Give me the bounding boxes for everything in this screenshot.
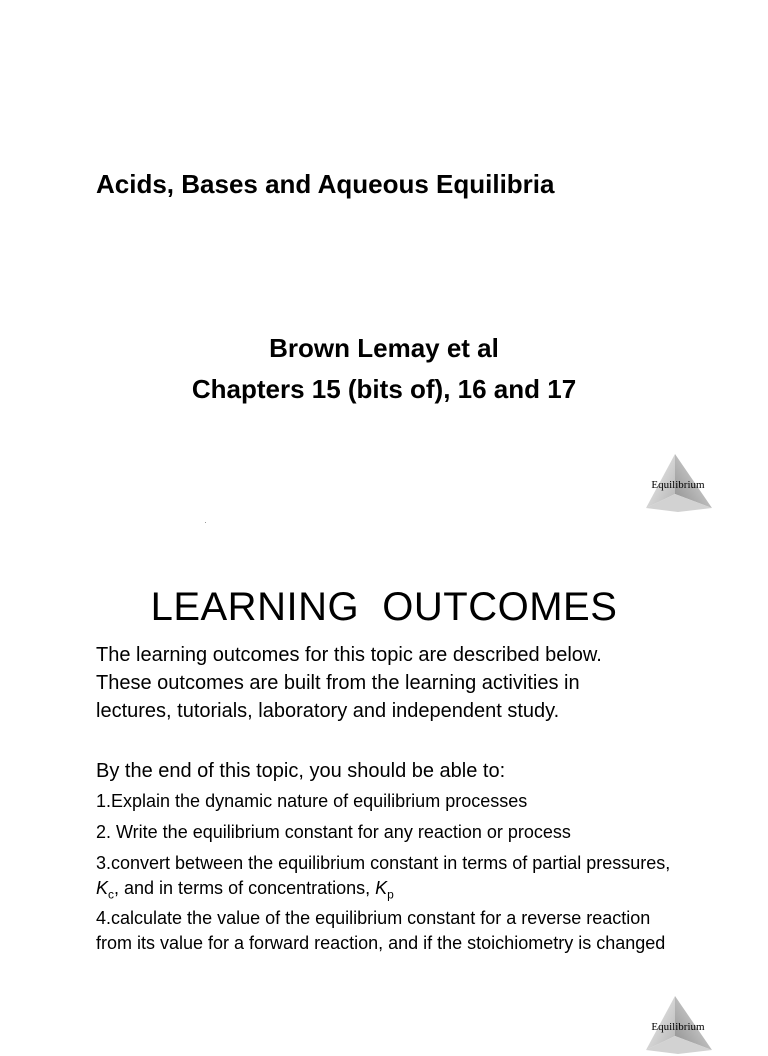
logo-label: Equilibrium <box>651 479 705 491</box>
outcome-item-3 <box>96 851 676 901</box>
slide-author: Brown Lemay et al <box>269 333 499 363</box>
equilibrium-logo-footer <box>642 992 714 1056</box>
kp-symbol: K <box>375 878 388 898</box>
outcomes-intro: The learning outcomes for this topic are described below. These outcomes are built from the learning activities in lectures, tutorials, laboratory and independent study. <box>96 644 602 722</box>
outcome-3-text-a: 3.convert between the equilibrium constant in terms of partial pressures, <box>96 853 671 873</box>
kc-symbol: K <box>96 878 109 898</box>
slide-chapters: Chapters 15 (bits of), 16 and 17 <box>191 374 577 404</box>
outcome-item-4: 4.calculate the value of the equilibrium constant for a reverse reaction from its value for a forward reaction, and if the stoichiometry is changed <box>96 908 666 953</box>
outcomes-lead: By the end of this topic, you should be able to: <box>96 760 506 782</box>
outcomes-list <box>96 789 676 962</box>
slide-title-heading: Acids, Bases and Aqueous Equilibria <box>96 169 555 199</box>
outcome-item-1: 1.Explain the dynamic nature of equilibrium processes <box>96 791 528 811</box>
slide-title <box>0 0 768 512</box>
logo-label-footer: Equilibrium <box>651 1021 705 1033</box>
outcome-item-2: 2. Write the equilibrium constant for any reaction or process <box>96 822 571 842</box>
kc-subscript: c <box>108 887 115 902</box>
outcomes-heading: LEARNING OUTCOMES <box>150 585 618 629</box>
outcome-3-text-b: , and in terms of concentrations, <box>114 878 376 898</box>
kp-subscript: p <box>387 887 394 902</box>
equilibrium-logo <box>642 450 714 514</box>
